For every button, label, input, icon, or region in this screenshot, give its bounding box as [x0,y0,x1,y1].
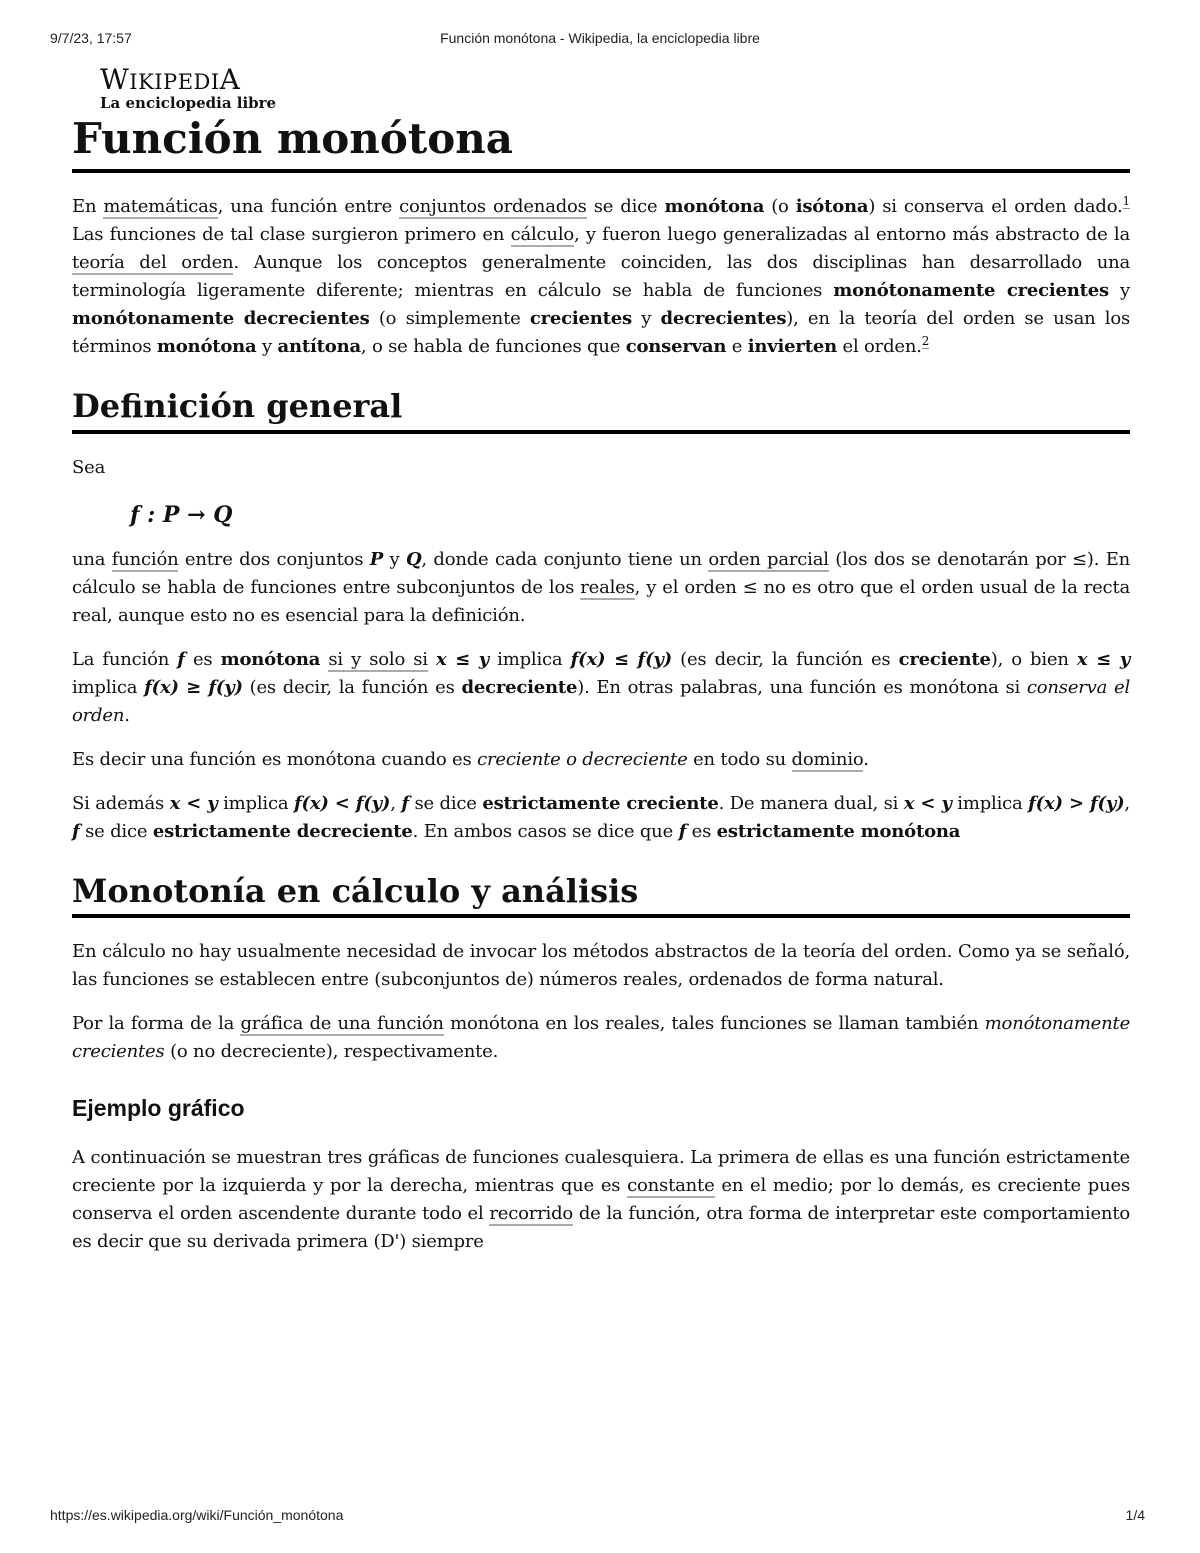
print-url: https://es.wikipedia.org/wiki/Función_monótona [50,1507,344,1523]
wordmark-a: A [219,63,241,96]
reference-2[interactable]: 2 [921,334,930,349]
heading-monotonia-calculo: Monotonía en cálculo y análisis [72,872,1130,918]
paragraph-ejemplo: A continuación se muestran tres gráficas de funciones cualesquiera. La primera de ellas es una función estrictamente creciente por la izquierda y por la derecha, mientras que es constante en el medio; por lo demás, es creciente pues conserva el orden ascendente durante todo el recorrido de la función, otra forma de interpretar este comportamiento es decir que su derivada primera (D') siempre [72,1146,1130,1252]
article-content [72,63,1131,1256]
intro-paragraph: En matemáticas, una función entre conjuntos ordenados se dice monótona (o isótona) si conserva el orden dado.$^1$ Las funciones de tal clase surgieron primero en cálculo, y fueron luego generalizadas al entorno más abstracto de la teoría del orden. Aunque los conceptos generalmente coinciden, las dos disciplinas han desarrollado una terminología ligeramente diferente; mientras en cálculo se habla de funciones monótonamente crecientes y monótonamente decrecientes (o simplemente crecientes y decrecientes), en la teoría del orden se usan los términos monótona y antítona, o se habla de funciones que conservan e invierten el orden.$^2$ [72,194,1131,358]
link-grafica-de-una-funcion[interactable]: gráfica de una función [240,1013,444,1035]
wikipedia-wordmark [100,63,1130,96]
paragraph-calculo-no-hay: En cálculo no hay usualmente necesidad de invocar los métodos abstractos de la teoría del orden. Como ya se señaló, las funciones se establecen entre (subconjuntos de) números reales, ordenados de forma natural. [72,941,1130,991]
link-reales[interactable]: reales [580,576,635,598]
print-datetime: 9/7/23, 17:57 [50,30,132,46]
paragraph-estrictamente: Si además x < y implica f(x) < f(y), f se dice estrictamente creciente. De manera dual, si x < y implica f(x) > f(y), f se dice estrictamente decreciente. En ambos casos se dice que f es estrictamente monótona [72,792,1130,842]
formula-f-p-q: f : P → Q [130,501,233,528]
reference-1[interactable]: 1 [1122,194,1130,209]
paragraph-creciente-o-decreciente: Es decir una función es monótona cuando es creciente o decreciente en todo su dominio. [72,748,869,770]
page-title: Función monótona [72,115,1130,173]
print-page-title: Función monótona - Wikipedia, la enciclopedia libre [440,30,760,46]
wordmark-w: W [100,63,130,96]
heading-definicion-general: Definición general [72,387,1130,433]
link-constante[interactable]: constante [627,1174,715,1196]
link-teoria-del-orden[interactable]: teoría del orden [72,252,234,274]
heading-ejemplo-grafico: Ejemplo gráfico [72,1095,245,1122]
wikipedia-logo[interactable] [100,63,1130,112]
link-conjuntos-ordenados[interactable]: conjuntos ordenados [399,196,587,218]
link-calculo[interactable]: cálculo [510,224,575,246]
wordmark-middle: IKIPEDI [129,70,220,94]
link-funcion[interactable]: función [111,548,179,570]
paragraph-funcion-conjuntos: una función entre dos conjuntos P y Q, donde cada conjunto tiene un orden parcial (los dos se denotarán por ≤). En cálculo se habla de funciones entre subconjuntos de los reales, y el orden ≤ no es otro que el orden usual de la recta real, aunque esto no es esencial para la definición. [72,548,1131,626]
paragraph-forma-grafica: Por la forma de la gráfica de una función monótona en los reales, tales funciones se llaman también monótonamente crecientes (o no decreciente), respectivamente. [72,1013,1131,1063]
print-page-number: 1/4 [1125,1507,1145,1523]
paragraph-sea: Sea [72,456,106,478]
link-recorrido[interactable]: recorrido [489,1202,574,1224]
paragraph-definicion-monotona: La función f es monótona si y solo si x ≤ y implica f(x) ≤ f(y) (es decir, la función es creciente), o bien x ≤ y implica f(x) ≥ f(y) (es decir, la función es decreciente). En otras palabras, una función es monótona si conserva el orden. [72,648,1130,726]
wikipedia-tagline: La enciclopedia libre [100,94,277,112]
link-si-y-solo-si[interactable]: si y solo si [328,648,428,670]
link-orden-parcial[interactable]: orden parcial [708,548,829,570]
link-matematicas[interactable]: matemáticas [103,196,218,218]
link-dominio[interactable]: dominio [791,748,864,770]
